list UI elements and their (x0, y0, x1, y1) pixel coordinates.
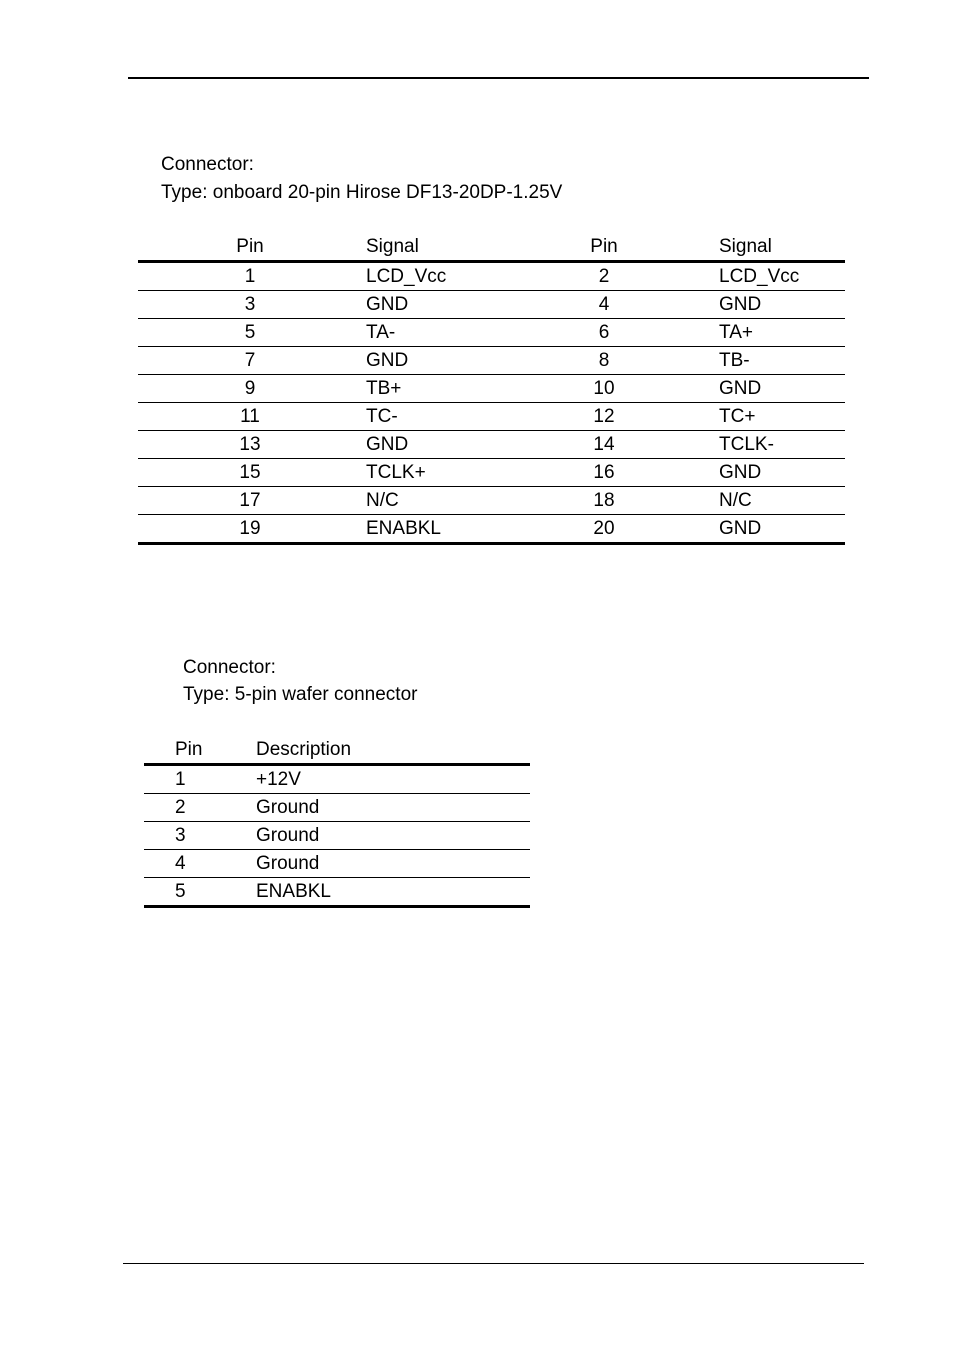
pin-cell: 4 (598, 294, 610, 315)
signal-cell: GND (719, 294, 762, 315)
connector-label-2: Connector: (183, 657, 276, 678)
description-cell: Ground (256, 797, 320, 818)
pin-cell: 2 (175, 797, 186, 818)
footer-rule (123, 1263, 864, 1264)
signal-cell: TB- (719, 350, 750, 371)
connector-label-1: Connector: (161, 154, 254, 175)
pin-cell: 16 (593, 462, 615, 483)
pin-cell: 20 (593, 518, 615, 539)
pin-cell: 5 (244, 322, 256, 343)
pin-cell: 3 (244, 294, 256, 315)
description-cell: ENABKL (256, 881, 331, 902)
description-cell: Ground (256, 853, 320, 874)
pin-cell: 8 (598, 350, 610, 371)
table-row (144, 850, 530, 878)
table-row (144, 794, 530, 822)
signal-cell: GND (719, 518, 762, 539)
table-row (138, 347, 845, 375)
signal-cell: LCD_Vcc (366, 266, 447, 287)
table-row (138, 515, 845, 545)
pin-cell: 2 (598, 266, 610, 287)
pin-cell: 11 (240, 406, 260, 427)
header-signal: Signal (366, 236, 419, 257)
header-pin: Pin (590, 236, 618, 257)
signal-cell: TCLK+ (366, 462, 426, 483)
header-pin: Pin (236, 236, 264, 257)
connector-type-1: Type: onboard 20-pin Hirose DF13-20DP-1.25V (161, 182, 563, 203)
pin-cell: 1 (175, 769, 186, 790)
pin-cell: 5 (175, 881, 186, 902)
table-row (138, 403, 845, 431)
header-rule (128, 77, 869, 79)
table-row (138, 459, 845, 487)
signal-cell: TC- (366, 406, 398, 427)
signal-cell: TB+ (366, 378, 402, 399)
signal-cell: LCD_Vcc (719, 266, 800, 287)
signal-cell: GND (366, 434, 409, 455)
pin-cell: 18 (593, 490, 615, 511)
pin-cell: 1 (244, 266, 256, 287)
table-row (138, 431, 845, 459)
header-pin: Pin (175, 739, 203, 760)
lvds-pinout-table (138, 233, 845, 545)
table-row (138, 319, 845, 347)
pin-cell: 19 (239, 518, 261, 539)
table-row (144, 878, 530, 908)
table-header-row (144, 736, 530, 766)
table-row (138, 375, 845, 403)
pin-cell: 17 (239, 490, 261, 511)
table-row (138, 263, 845, 291)
signal-cell: GND (719, 378, 762, 399)
signal-cell: GND (719, 462, 762, 483)
description-cell: +12V (256, 769, 301, 790)
pin-cell: 3 (175, 825, 186, 846)
pin-cell: 13 (239, 434, 261, 455)
table-header-row (138, 233, 845, 263)
table-row (144, 822, 530, 850)
table-row (138, 291, 845, 319)
header-signal: Signal (719, 236, 772, 257)
signal-cell: N/C (719, 490, 752, 511)
pin-cell: 9 (244, 378, 256, 399)
description-cell: Ground (256, 825, 320, 846)
backlight-pinout-table (144, 736, 530, 908)
table-row (138, 487, 845, 515)
signal-cell: N/C (366, 490, 399, 511)
pin-cell: 12 (593, 406, 615, 427)
signal-cell: GND (366, 350, 409, 371)
signal-cell: TC+ (719, 406, 756, 427)
signal-cell: TA+ (719, 322, 753, 343)
pin-cell: 15 (239, 462, 261, 483)
signal-cell: TA- (366, 322, 396, 343)
pin-cell: 6 (598, 322, 610, 343)
signal-cell: TCLK- (719, 434, 774, 455)
signal-cell: GND (366, 294, 409, 315)
table-row (144, 766, 530, 794)
pin-cell: 10 (593, 378, 615, 399)
pin-cell: 7 (244, 350, 256, 371)
pin-cell: 4 (175, 853, 186, 874)
signal-cell: ENABKL (366, 518, 441, 539)
pin-cell: 14 (593, 434, 615, 455)
connector-type-2: Type: 5-pin wafer connector (183, 684, 418, 705)
header-description: Description (256, 739, 352, 760)
